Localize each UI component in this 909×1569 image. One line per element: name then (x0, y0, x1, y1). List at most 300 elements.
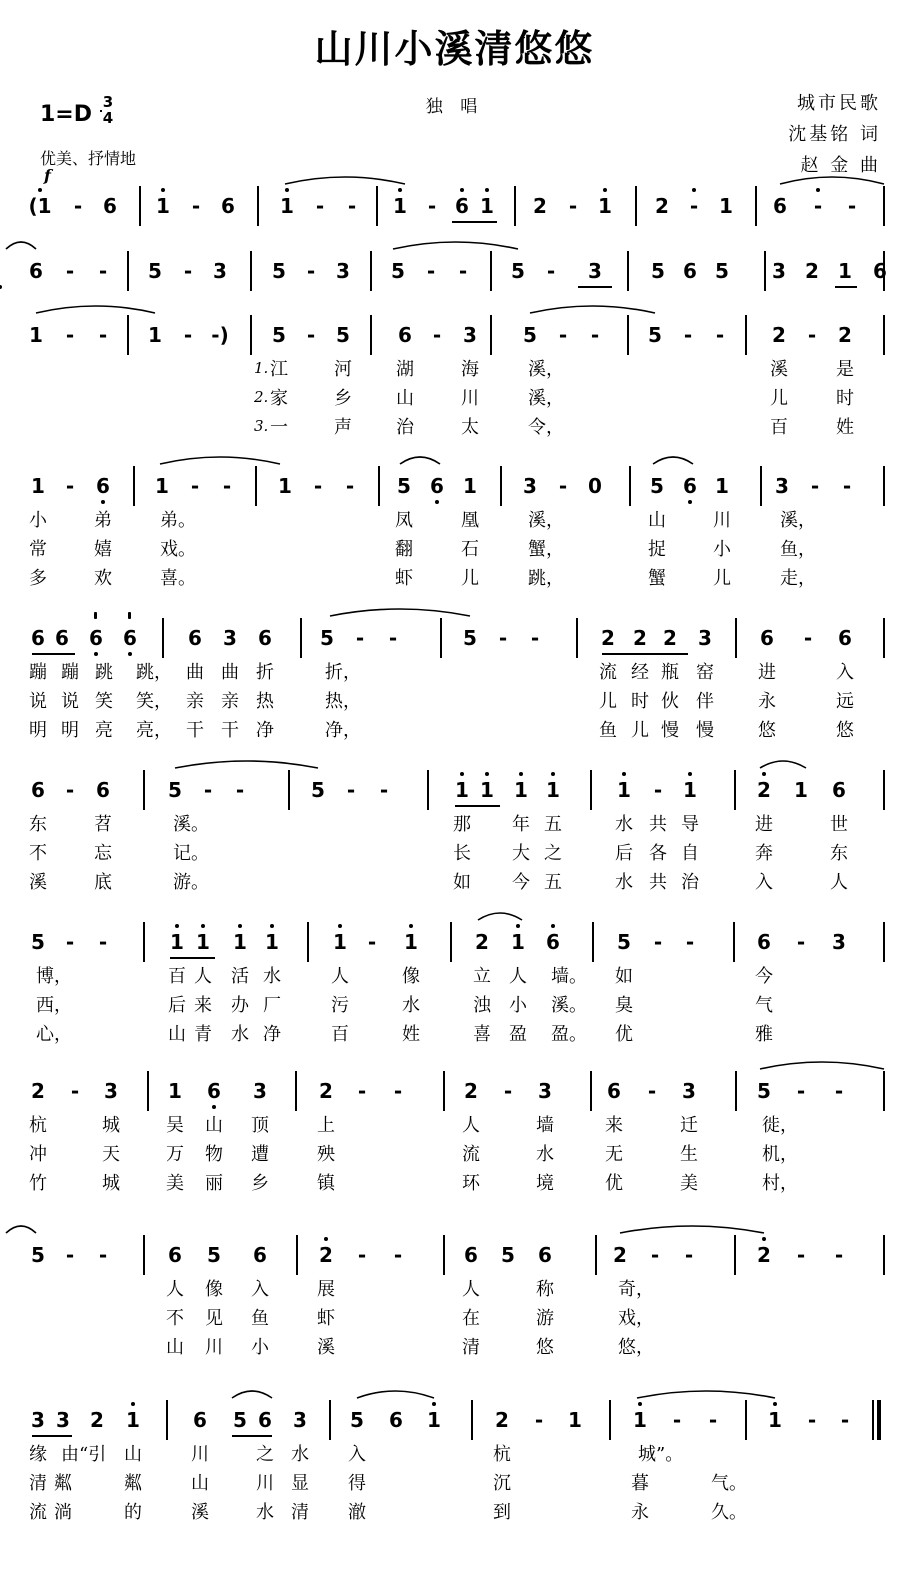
barline (627, 251, 629, 291)
barline (250, 251, 252, 291)
lyric-syllable: 亲 (186, 691, 204, 712)
lyric-syllable: 人 (194, 966, 212, 987)
note: - (684, 1243, 694, 1267)
lyric-syllable: 溪， (528, 359, 564, 380)
octave-dot-above (519, 772, 523, 776)
note: 6 (96, 474, 110, 498)
barline (127, 315, 129, 355)
lyric-syllable: 游。 (173, 872, 209, 893)
lyric-syllable: 共 (649, 814, 667, 835)
note: 5 (336, 323, 350, 347)
note: 3 (336, 259, 350, 283)
lyric-syllable: 慢 (696, 720, 714, 741)
barline (450, 922, 452, 962)
meter-divider (100, 110, 102, 112)
lyric-syllable: 污 (331, 995, 349, 1016)
octave-dot-above (201, 924, 205, 928)
note: 0 (588, 474, 602, 498)
note: - (534, 1408, 544, 1432)
octave-dot-below (101, 500, 105, 504)
note: - (558, 474, 568, 498)
meter-numerator: 3 (102, 93, 114, 111)
barline (490, 315, 492, 355)
lyric-syllable: 河 (334, 359, 352, 380)
barline (250, 315, 252, 355)
lyric-syllable: 如 (615, 966, 633, 987)
lyric-syllable: 蟹 (648, 568, 666, 589)
note: 1 (794, 778, 808, 802)
octave-dot-above (692, 188, 696, 192)
note: 1 (156, 194, 170, 218)
lyric-syllable: 湖 (396, 359, 414, 380)
lyric-syllable: 净 (263, 1024, 281, 1045)
barline (376, 186, 378, 226)
note: - (357, 1079, 367, 1103)
performance-type: 独 唱 (425, 97, 484, 117)
note: 2 (633, 626, 647, 650)
lyric-syllable: 山 (124, 1444, 142, 1465)
lyric-syllable: 竹 (29, 1173, 47, 1194)
lyric-syllable: 喜 (473, 1024, 491, 1045)
lyric-syllable: 入 (348, 1444, 366, 1465)
lyric-syllable: 雅 (755, 1024, 773, 1045)
lyric-syllable: 儿 (599, 691, 617, 712)
lyric-syllable: 厂 (263, 995, 281, 1016)
note: 2 (533, 194, 547, 218)
note: - (65, 1243, 75, 1267)
note: 2 (757, 778, 771, 802)
lyric-syllable: 游 (536, 1308, 554, 1329)
lyric-syllable: 立 (473, 966, 491, 987)
lyric-syllable: 来 (605, 1115, 623, 1136)
lyric-syllable: 干 (186, 720, 204, 741)
lyric-syllable: 人 (166, 1279, 184, 1300)
lyric-syllable: 在 (462, 1308, 480, 1329)
note: 6 (207, 1079, 221, 1103)
barline (883, 1071, 885, 1111)
lyric-syllable: 奔 (755, 843, 773, 864)
note: 5 (463, 626, 477, 650)
lyric-syllable: 悠 (536, 1337, 554, 1358)
note: 6 (389, 1408, 403, 1432)
octave-dot-below (435, 500, 439, 504)
lyric-syllable: 村， (762, 1173, 798, 1194)
lyric-syllable: 称 (536, 1279, 554, 1300)
note: 3 (213, 259, 227, 283)
lyric-syllable: 人 (509, 966, 527, 987)
lyric-syllable: 海 (461, 359, 479, 380)
note: - (65, 323, 75, 347)
slur-arc (283, 172, 407, 188)
staccato-mark (128, 612, 131, 619)
lyric-syllable: 天 (102, 1144, 120, 1165)
octave-dot-above (773, 1402, 777, 1406)
lyric-syllable: 说 (29, 691, 47, 712)
octave-dot-above (175, 924, 179, 928)
octave-dot-below (0, 285, 2, 289)
lyric-syllable: 治 (681, 872, 699, 893)
lyric-syllable: 机， (762, 1144, 798, 1165)
note: 1 (455, 778, 469, 802)
lyric-syllable: 溪。 (551, 995, 587, 1016)
lyric-syllable: 溪， (528, 510, 564, 531)
lyric-syllable: 之 (256, 1444, 274, 1465)
lyric-syllable: 鱼， (780, 539, 816, 560)
note: - (98, 323, 108, 347)
lyric-syllable: 家 (270, 388, 288, 409)
note: 3 (293, 1408, 307, 1432)
lyric-syllable: 亮 (95, 720, 113, 741)
lyric-syllable: 走， (780, 568, 816, 589)
slur-arc-path (160, 457, 280, 464)
note: - (840, 1408, 850, 1432)
lyric-syllable: 山 (396, 388, 414, 409)
lyric-syllable: 共 (649, 872, 667, 893)
lyric-syllable: 儿 (461, 568, 479, 589)
note: 5 (757, 1079, 771, 1103)
lyric-syllable: 记。 (173, 843, 209, 864)
lyric-syllable: 瓶 (661, 662, 679, 683)
lyric-syllable: 亮， (136, 720, 172, 741)
note: 6 (221, 194, 235, 218)
note: - (393, 1079, 403, 1103)
note: 5 (320, 626, 334, 650)
note: - (355, 626, 365, 650)
lyric-syllable: 石 (461, 539, 479, 560)
note: 1 (598, 194, 612, 218)
note: 3 (772, 259, 786, 283)
lyric-syllable: 曲 (221, 662, 239, 683)
lyric-syllable: 显 (291, 1473, 309, 1494)
barline (735, 618, 737, 658)
lyric-syllable: 年 (512, 814, 530, 835)
lyric-syllable: 办 (231, 995, 249, 1016)
slur-arc (4, 1221, 38, 1237)
note: 1 (546, 778, 560, 802)
lyric-syllable: 溪。 (173, 814, 209, 835)
octave-dot-above (324, 1237, 328, 1241)
lyric-syllable: 水 (256, 1502, 274, 1523)
lyric-syllable: 溪， (528, 388, 564, 409)
note: - (683, 323, 693, 347)
note: 6 (455, 194, 469, 218)
note: 5 (501, 1243, 515, 1267)
note: - (834, 1079, 844, 1103)
lyric-syllable: 姓 (836, 417, 854, 438)
octave-dot-above (270, 924, 274, 928)
lyric-syllable: 冲 (29, 1144, 47, 1165)
lyric-syllable: 墙 (536, 1115, 554, 1136)
note: 1 (568, 1408, 582, 1432)
barline (595, 1235, 597, 1275)
note: 5 (31, 1243, 45, 1267)
verse-number: 1. (254, 359, 269, 377)
lyric-syllable: 川 (205, 1337, 223, 1358)
lyric-syllable: 太 (461, 417, 479, 438)
note: - (458, 259, 468, 283)
lyric-syllable: 不 (29, 843, 47, 864)
octave-dot-above (338, 924, 342, 928)
note: 6 (607, 1079, 621, 1103)
lyric-syllable: 儿 (631, 720, 649, 741)
note: 6 (773, 194, 787, 218)
lyric-syllable: 活 (231, 966, 249, 987)
note: 6 (55, 626, 69, 650)
note: 2 (772, 323, 786, 347)
lyric-syllable: 跳， (528, 568, 564, 589)
note: - (65, 474, 75, 498)
note: - (183, 323, 193, 347)
note: - (807, 1408, 817, 1432)
octave-dot-above (238, 924, 242, 928)
lyric-syllable: 水 (402, 995, 420, 1016)
octave-dot-above (432, 1402, 436, 1406)
slur-arc-path (357, 1391, 434, 1398)
lyric-syllable: 不 (166, 1308, 184, 1329)
note: 6 (168, 1243, 182, 1267)
note: 6 (538, 1243, 552, 1267)
tempo-marking: 优美、抒情地 (40, 149, 137, 168)
lyric-syllable: 溪， (780, 510, 816, 531)
note: - (313, 474, 323, 498)
lyric-syllable: 淌 (54, 1502, 72, 1523)
note: 1 (633, 1408, 647, 1432)
octave-dot-above (485, 772, 489, 776)
slur-arc (778, 172, 886, 188)
note: 1 (233, 930, 247, 954)
note: - (345, 474, 355, 498)
lyric-syllable: 山 (168, 1024, 186, 1045)
lyric-syllable: 吴 (166, 1115, 184, 1136)
note: 1 (768, 1408, 782, 1432)
lyric-syllable: 山 (191, 1473, 209, 1494)
note: 5 (511, 259, 525, 283)
verse-number: 3. (254, 417, 269, 435)
barline (127, 251, 129, 291)
note: - (847, 194, 857, 218)
barline (143, 1235, 145, 1275)
octave-dot-above (551, 772, 555, 776)
barline (883, 466, 885, 506)
beam-underline (452, 221, 497, 223)
barline (143, 770, 145, 810)
octave-dot-above (816, 188, 820, 192)
note: - (810, 474, 820, 498)
lyric-syllable: 西， (36, 995, 72, 1016)
note: 1 (511, 930, 525, 954)
lyric-syllable: 万 (166, 1144, 184, 1165)
slur-arc-path (780, 177, 884, 184)
barline (734, 770, 736, 810)
lyric-syllable: 弟。 (160, 510, 196, 531)
slur-arc (355, 1386, 436, 1402)
lyric-syllable: 永 (631, 1502, 649, 1523)
note: - (685, 930, 695, 954)
barline (307, 922, 309, 962)
lyric-syllable: 气。 (711, 1473, 747, 1494)
lyric-syllable: 生 (680, 1144, 698, 1165)
lyric-syllable: 城”。 (638, 1444, 684, 1465)
lyric-syllable: 戏， (618, 1308, 654, 1329)
lyric-syllable: 弟 (94, 510, 112, 531)
note: 5 (650, 474, 664, 498)
note: 1 (170, 930, 184, 954)
note: 3 (463, 323, 477, 347)
credit-composer: 赵 金 曲 (800, 155, 881, 176)
lyric-syllable: 凤 (395, 510, 413, 531)
note: - (834, 1243, 844, 1267)
note: 2 (90, 1408, 104, 1432)
lyric-syllable: 水 (231, 1024, 249, 1045)
barline (133, 466, 135, 506)
barline (255, 466, 257, 506)
note: - (427, 194, 437, 218)
note: 2 (663, 626, 677, 650)
lyric-syllable: 儿 (713, 568, 731, 589)
note: - (347, 194, 357, 218)
note: 6 (123, 626, 137, 650)
barline (883, 618, 885, 658)
lyric-syllable: 人 (462, 1115, 480, 1136)
lyric-syllable: 百 (770, 417, 788, 438)
lyric-syllable: 山 (205, 1115, 223, 1136)
note: 6 (838, 626, 852, 650)
lyric-syllable: 流 (29, 1502, 47, 1523)
barline (500, 466, 502, 506)
slur-arc-path (653, 457, 693, 464)
lyric-syllable: 见 (205, 1308, 223, 1329)
note: 1 (427, 1408, 441, 1432)
note: - (235, 778, 245, 802)
beam-underline (32, 653, 75, 655)
lyric-syllable: 悠 (758, 720, 776, 741)
note: - (558, 323, 568, 347)
lyric-syllable: 伴 (696, 691, 714, 712)
note: - (590, 323, 600, 347)
barline (162, 618, 164, 658)
barline (883, 186, 885, 226)
lyric-syllable: 忘 (94, 843, 112, 864)
octave-dot-below (212, 1105, 216, 1109)
slur-arc (230, 1386, 274, 1402)
barline (877, 1400, 881, 1440)
octave-dot-above (762, 1237, 766, 1241)
octave-dot-above (516, 924, 520, 928)
slur-arc-path (400, 457, 440, 464)
lyric-syllable: 远 (836, 691, 854, 712)
barline (883, 770, 885, 810)
lyric-syllable: 气 (755, 995, 773, 1016)
lyric-syllable: 溪 (191, 1502, 209, 1523)
lyric-syllable: 净， (325, 720, 361, 741)
octave-dot-above (460, 188, 464, 192)
note: 5 (617, 930, 631, 954)
lyric-syllable: 长 (453, 843, 471, 864)
barline (883, 922, 885, 962)
lyric-syllable: 干 (221, 720, 239, 741)
barline (139, 186, 141, 226)
note: - (689, 194, 699, 218)
note: 2 (464, 1079, 478, 1103)
lyric-syllable: 小 (713, 539, 731, 560)
note: 1 (715, 474, 729, 498)
lyric-syllable: 城 (102, 1115, 120, 1136)
lyric-syllable: 是 (836, 359, 854, 380)
barline (490, 251, 492, 291)
lyric-syllable: 久。 (711, 1502, 747, 1523)
song-title: 山川小溪清悠悠 (314, 26, 595, 71)
barline (257, 186, 259, 226)
lyric-syllable: 儿 (770, 388, 788, 409)
lyric-syllable: 凰 (461, 510, 479, 531)
note: - (796, 1079, 806, 1103)
lyric-syllable: 到 (493, 1502, 511, 1523)
note: - (503, 1079, 513, 1103)
lyric-syllable: 展 (317, 1279, 335, 1300)
lyric-syllable: 美 (166, 1173, 184, 1194)
lyric-syllable: 丽 (205, 1173, 223, 1194)
note: 3 (253, 1079, 267, 1103)
beam-underline (170, 957, 215, 959)
note: 6 (103, 194, 117, 218)
note: - (306, 323, 316, 347)
barline (296, 1235, 298, 1275)
lyric-syllable: 人 (462, 1279, 480, 1300)
lyric-syllable: 水 (263, 966, 281, 987)
note: - (546, 259, 556, 283)
beam-underline (602, 653, 688, 655)
note: 5 (148, 259, 162, 283)
note: 5 (207, 1243, 221, 1267)
lyric-syllable: 盈。 (551, 1024, 587, 1045)
lyric-syllable: 乡 (251, 1173, 269, 1194)
lyric-syllable: 常 (29, 539, 47, 560)
note: 3 (31, 1408, 45, 1432)
lyric-syllable: 顶 (251, 1115, 269, 1136)
note: 2 (31, 1079, 45, 1103)
lyric-syllable: 之 (544, 843, 562, 864)
lyric-syllable: 五 (544, 814, 562, 835)
lyric-syllable: 上 (317, 1115, 335, 1136)
lyric-syllable: 小 (509, 995, 527, 1016)
note: - (672, 1408, 682, 1432)
slur-arc (4, 237, 38, 253)
slur-arc (476, 908, 524, 924)
lyric-syllable: 鱼 (599, 720, 617, 741)
barline (443, 1071, 445, 1111)
note: 3 (104, 1079, 118, 1103)
barline (760, 466, 762, 506)
lyric-syllable: 川 (713, 510, 731, 531)
note: 3 (588, 259, 602, 283)
lyric-syllable: 折 (256, 662, 274, 683)
note: - (647, 1079, 657, 1103)
note: 1 (514, 778, 528, 802)
note: 5 (391, 259, 405, 283)
octave-dot-above (485, 188, 489, 192)
note: - (73, 194, 83, 218)
note: 1 (838, 259, 852, 283)
barline (745, 315, 747, 355)
note: 1 (126, 1408, 140, 1432)
lyric-syllable: 境 (536, 1173, 554, 1194)
note: - (807, 323, 817, 347)
lyric-syllable: 跳 (95, 662, 113, 683)
lyric-syllable: 笑， (136, 691, 172, 712)
note: 1 (196, 930, 210, 954)
note: 5 (272, 323, 286, 347)
lyric-syllable: 自 (681, 843, 699, 864)
